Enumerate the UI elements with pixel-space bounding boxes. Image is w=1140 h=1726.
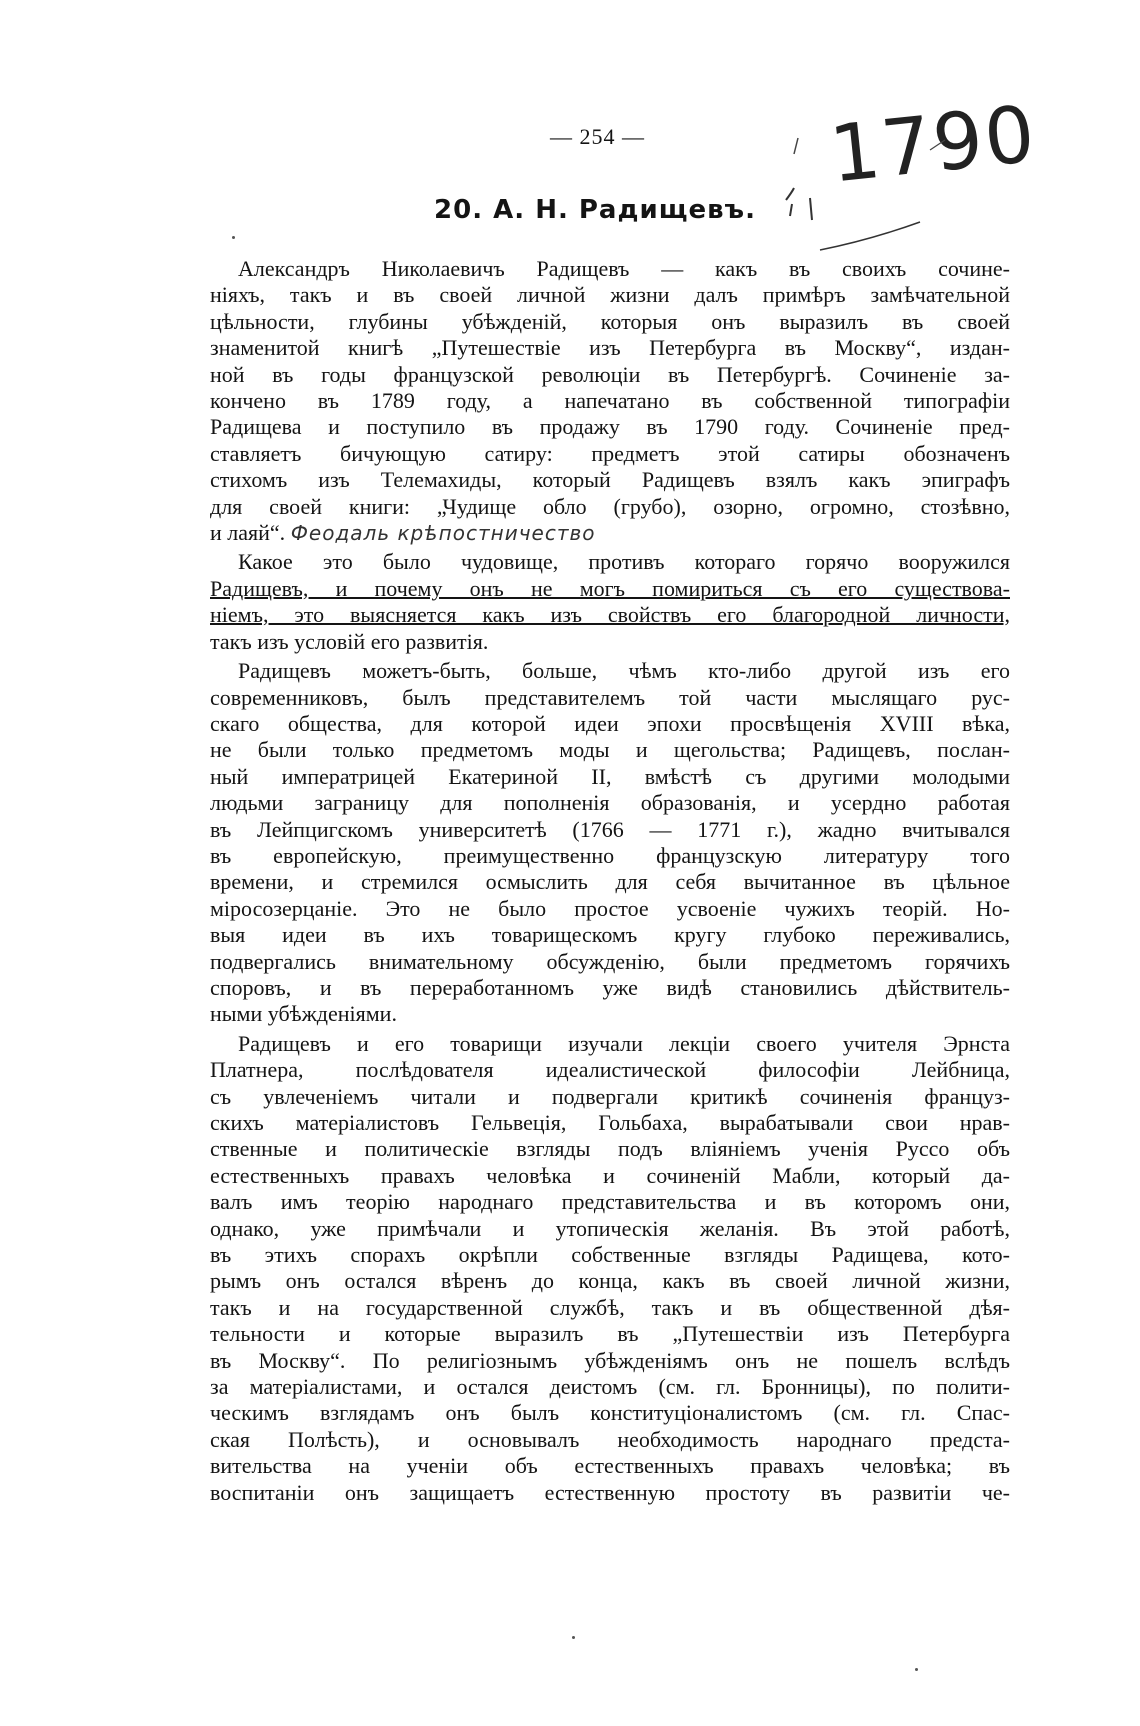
- text-line: валъ имъ теорію народнаго представительства и въ которомъ они,: [210, 1189, 1010, 1215]
- text-line-underlined: Радищевъ, и почему онъ не могъ помириться съ его существова-: [210, 575, 1010, 601]
- text-line: міросозерцаніе. Это не было простое усвоеніе чужихъ теорій. Но-: [210, 895, 1010, 921]
- handwritten-year: 1790: [825, 89, 1041, 201]
- page-number: — 254 —: [550, 124, 645, 149]
- text-line: вительства на ученіи объ естественныхъ правахъ человѣка; въ: [210, 1453, 1010, 1479]
- paragraph-4: [210, 1031, 1010, 1506]
- text-line: въ европейскую, преимущественно французскую литературу того: [210, 842, 1010, 868]
- text-line: ская Полѣсть), и основывалъ необходимость народнаго предста-: [210, 1426, 1010, 1452]
- text-line: за матеріалистами, и остался деистомъ (см. гл. Бронницы), по полити-: [210, 1374, 1010, 1400]
- text-line: скихъ матеріалистовъ Гельвеція, Гольбаха, вырабатывали свои нрав-: [210, 1110, 1010, 1135]
- text-line: для своей книги: „Чудище обло (грубо), озорно, огромно, стозѣвно,: [210, 493, 1010, 519]
- text-line: ческимъ взглядамъ онъ былъ конституціоналистомъ (см. гл. Спас-: [210, 1400, 1010, 1426]
- text-line: цѣльности, глубины убѣжденій, которыя онъ выразилъ въ своей: [210, 308, 1010, 334]
- text-line: въ Лейпцигскомъ университетѣ (1766 — 1771 г.), жадно вчитывался: [210, 816, 1010, 842]
- text-line: ственные и политическіе взгляды подъ вліяніемъ ученія Руссо объ: [210, 1136, 1010, 1162]
- text-line: кончено въ 1789 году, а напечатано въ собственной типографіи: [210, 388, 1010, 414]
- text-line: въ этихъ спорахъ окрѣпли собственные взгляды Радищева, кото-: [210, 1242, 1010, 1268]
- text-line: [210, 520, 1010, 546]
- pencil-marks-icon: [780, 120, 1020, 260]
- paragraph-3: [210, 658, 1010, 1028]
- text-line: Радищева и поступило въ продажу въ 1790 году. Сочиненіе пред-: [210, 414, 1010, 440]
- text-line: тельности и которые выразилъ въ „Путешествіи изъ Петербурга: [210, 1321, 1010, 1347]
- text-line: современниковъ, былъ представителемъ той части мыслящаго рус-: [210, 684, 1010, 710]
- text-line: естественныхъ правахъ человѣка и сочиненій Мабли, который да-: [210, 1162, 1010, 1188]
- text-line: ставляетъ бичующую сатиру: предметъ этой сатиры обозначенъ: [210, 440, 1010, 466]
- text-line: въ Москву“. По религіознымъ убѣжденіямъ онъ не пошелъ вслѣдъ: [210, 1347, 1010, 1373]
- stray-dot: [572, 1636, 575, 1639]
- text-line: людьми заграницу для пополненія образованія, и усердно работая: [210, 790, 1010, 816]
- text-line: времени, и стремился осмыслить для себя вычитанное въ цѣльное: [210, 869, 1010, 895]
- text-line: Александръ Николаевичъ Радищевъ — какъ въ своихъ сочине-: [238, 256, 1010, 281]
- text-line: выя идеи въ ихъ товарищескомъ кругу глубоко переживались,: [210, 922, 1010, 948]
- text-line: такъ и на государственной службѣ, такъ и въ общественной дѣя-: [210, 1294, 1010, 1320]
- text-line-underlined: ніемъ, это выясняется какъ изъ свойствъ его благородной личности,: [210, 602, 1010, 628]
- text-line: Радищевъ можетъ-быть, больше, чѣмъ кто-либо другой изъ его: [238, 658, 1010, 684]
- main-text: [210, 256, 1010, 1509]
- text-line: споровъ, и въ переработанномъ уже видѣ становились дѣйствитель-: [210, 974, 1010, 1000]
- paragraph-2: [210, 549, 1010, 655]
- pencil-annotation: Феодаль крѣпостничество: [290, 521, 596, 546]
- text-line: подвергались внимательному обсужденію, были предметомъ горячихъ: [210, 948, 1010, 974]
- text-line: ный императрицей Екатериной II, вмѣстѣ съ другими молодыми: [210, 763, 1010, 789]
- text-line: Радищевъ и его товарищи изучали лекціи своего учителя Эрнста: [238, 1030, 1010, 1056]
- chapter-title: 20. А. Н. Радищевъ.: [434, 195, 756, 225]
- text-line: воспитаніи онъ защищаетъ естественную простоту въ развитіи че-: [210, 1479, 1010, 1505]
- stray-dot: [232, 236, 235, 239]
- stray-dot: [915, 1668, 918, 1671]
- text-line: съ увлеченіемъ читали и подвергали критикѣ сочиненія француз-: [210, 1083, 1010, 1109]
- text-line: однако, уже примѣчали и утопическія желанія. Въ этой работѣ,: [210, 1215, 1010, 1241]
- text-line: знаменитой книгѣ „Путешествіе изъ Петербурга въ Москву“, издан-: [210, 335, 1010, 361]
- text-line: ной въ годы французской революціи въ Петербургѣ. Сочиненіе за-: [210, 361, 1010, 387]
- text-line: стихомъ изъ Телемахиды, который Радищевъ взялъ какъ эпиграфъ: [210, 467, 1010, 493]
- text-line: такъ изъ условій его развитія.: [210, 628, 489, 654]
- text-line: Какое это было чудовище, противъ котораго горячо вооружился: [238, 549, 1010, 575]
- text-line: скаго общества, для которой идеи эпохи просвѣщенія XVIII вѣка,: [210, 710, 1010, 736]
- text-line: ніяхъ, такъ и въ своей личной жизни далъ примѣръ замѣчательной: [210, 282, 1010, 308]
- text-line: не были только предметомъ моды и щегольства; Радищевъ, послан-: [210, 737, 1010, 763]
- text-line: рымъ онъ остался вѣренъ до конца, какъ въ своей личной жизни,: [210, 1268, 1010, 1294]
- text-line: Платнера, послѣдователя идеалистической философіи Лейбница,: [210, 1057, 1010, 1083]
- text-line: ными убѣжденіями.: [210, 1001, 397, 1027]
- text-fragment: и лаяй“.: [210, 520, 286, 546]
- paragraph-1: [210, 256, 1010, 546]
